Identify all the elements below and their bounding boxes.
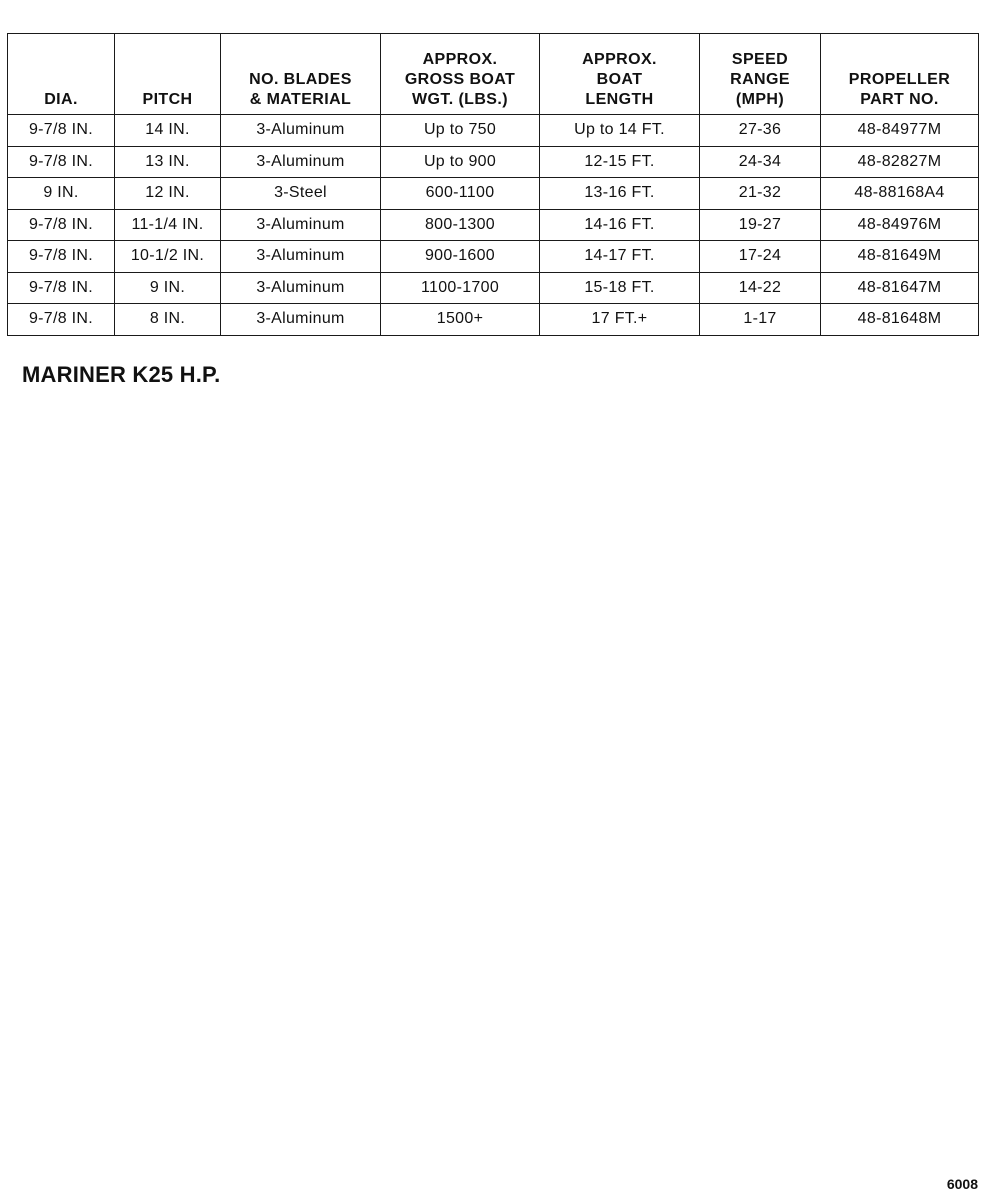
cell-boat-length: 13-16 FT. [540, 178, 700, 210]
cell-boat-weight: 600-1100 [381, 178, 540, 210]
table-row [8, 178, 979, 210]
cell-pitch: 9 IN. [115, 272, 221, 304]
header-gross-boat-weight: APPROX. GROSS BOAT WGT. (LBS.) [381, 34, 540, 115]
cell-speed-range: 17-24 [700, 241, 821, 273]
propeller-table [7, 33, 979, 336]
cell-part-no: 48-81649M [821, 241, 979, 273]
cell-blades-material: 3-Aluminum [221, 115, 381, 147]
cell-boat-weight: 900-1600 [381, 241, 540, 273]
cell-part-no: 48-84977M [821, 115, 979, 147]
cell-pitch: 12 IN. [115, 178, 221, 210]
cell-boat-length: 15-18 FT. [540, 272, 700, 304]
cell-speed-range: 19-27 [700, 209, 821, 241]
table-header [8, 34, 979, 115]
header-part-no: PROPELLER PART NO. [821, 34, 979, 115]
table-row [8, 146, 979, 178]
header-row [8, 34, 979, 115]
header-speed-range: SPEED RANGE (MPH) [700, 34, 821, 115]
cell-pitch: 11-1/4 IN. [115, 209, 221, 241]
header-boat-length: APPROX. BOAT LENGTH [540, 34, 700, 115]
cell-blades-material: 3-Aluminum [221, 272, 381, 304]
cell-blades-material: 3-Aluminum [221, 146, 381, 178]
cell-part-no: 48-84976M [821, 209, 979, 241]
cell-dia: 9 IN. [8, 178, 115, 210]
cell-part-no: 48-88168A4 [821, 178, 979, 210]
cell-boat-length: 17 FT.+ [540, 304, 700, 336]
cell-speed-range: 24-34 [700, 146, 821, 178]
header-pitch: PITCH [115, 34, 221, 115]
cell-boat-weight: 1500+ [381, 304, 540, 336]
cell-part-no: 48-81647M [821, 272, 979, 304]
cell-dia: 9-7/8 IN. [8, 304, 115, 336]
table-row [8, 241, 979, 273]
cell-speed-range: 21-32 [700, 178, 821, 210]
cell-blades-material: 3-Steel [221, 178, 381, 210]
cell-boat-length: 12-15 FT. [540, 146, 700, 178]
cell-pitch: 8 IN. [115, 304, 221, 336]
figure-number: 6008 [946, 1176, 978, 1192]
cell-blades-material: 3-Aluminum [221, 209, 381, 241]
table-row [8, 115, 979, 147]
cell-pitch: 13 IN. [115, 146, 221, 178]
cell-dia: 9-7/8 IN. [8, 272, 115, 304]
cell-boat-length: 14-17 FT. [540, 241, 700, 273]
cell-pitch: 14 IN. [115, 115, 221, 147]
cell-blades-material: 3-Aluminum [221, 304, 381, 336]
cell-boat-weight: Up to 900 [381, 146, 540, 178]
header-dia: DIA. [8, 34, 115, 115]
cell-speed-range: 27-36 [700, 115, 821, 147]
cell-speed-range: 1-17 [700, 304, 821, 336]
table-row [8, 209, 979, 241]
cell-boat-length: 14-16 FT. [540, 209, 700, 241]
cell-boat-weight: 800-1300 [381, 209, 540, 241]
header-blades-material: NO. BLADES & MATERIAL [221, 34, 381, 115]
cell-boat-weight: Up to 750 [381, 115, 540, 147]
cell-boat-length: Up to 14 FT. [540, 115, 700, 147]
cell-speed-range: 14-22 [700, 272, 821, 304]
cell-part-no: 48-81648M [821, 304, 979, 336]
cell-blades-material: 3-Aluminum [221, 241, 381, 273]
table-row [8, 272, 979, 304]
cell-dia: 9-7/8 IN. [8, 209, 115, 241]
table-row [8, 304, 979, 336]
cell-part-no: 48-82827M [821, 146, 979, 178]
cell-dia: 9-7/8 IN. [8, 115, 115, 147]
cell-dia: 9-7/8 IN. [8, 241, 115, 273]
engine-caption: MARINER K25 H.P. [22, 362, 221, 387]
cell-dia: 9-7/8 IN. [8, 146, 115, 178]
cell-boat-weight: 1100-1700 [381, 272, 540, 304]
table-body [8, 115, 979, 336]
cell-pitch: 10-1/2 IN. [115, 241, 221, 273]
